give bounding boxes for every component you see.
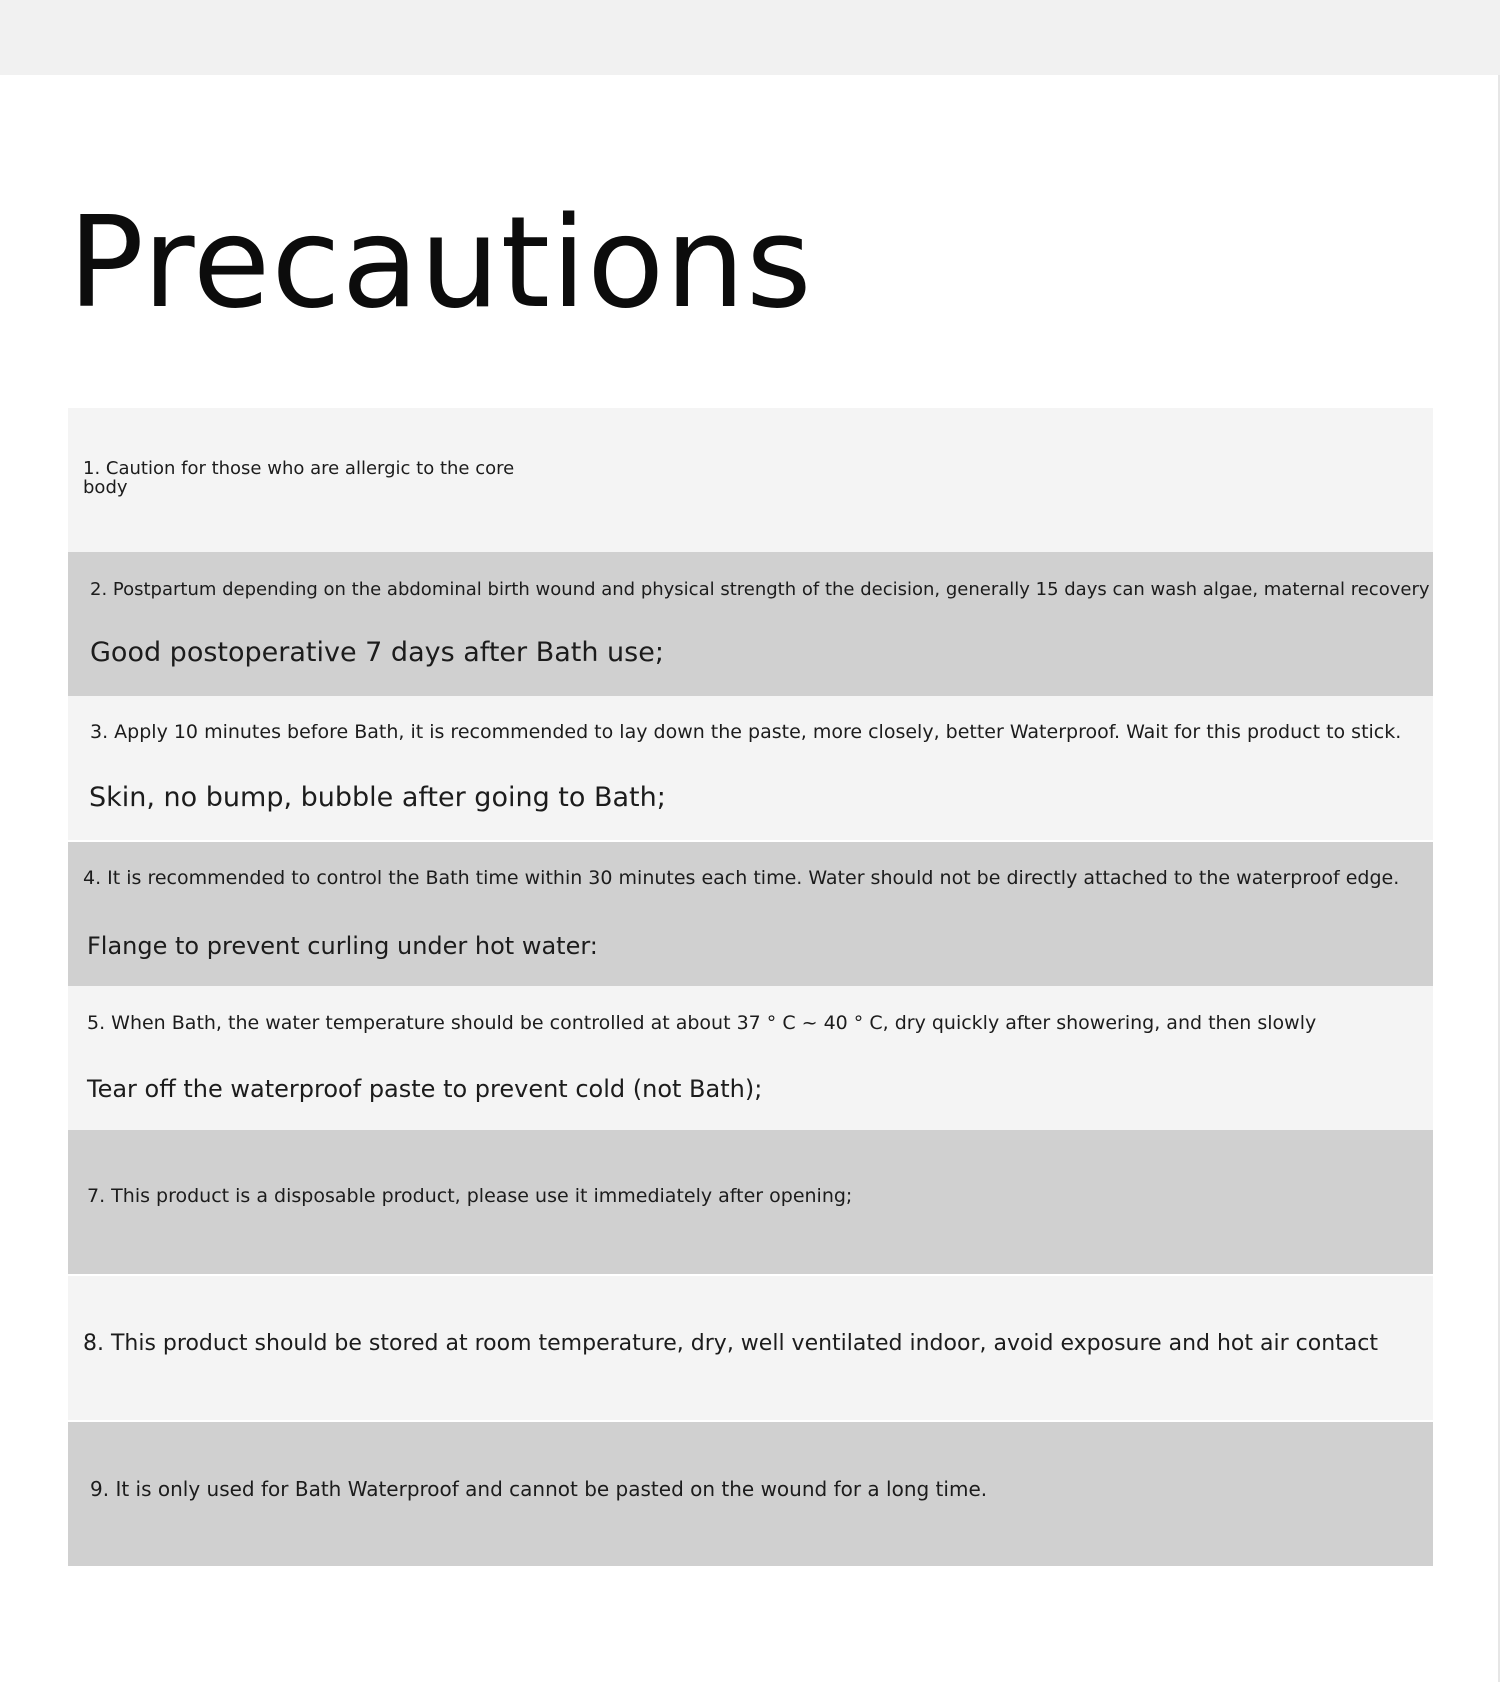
precaution-2-continued: Good postoperative 7 days after Bath use; [90, 637, 664, 668]
precaution-item-7 [68, 1130, 1433, 1274]
precaution-item-9 [68, 1422, 1433, 1566]
precaution-5-continued: Tear off the waterproof paste to prevent cold (not Bath); [87, 1075, 763, 1103]
precaution-item-2 [68, 552, 1433, 696]
precaution-item-4 [68, 842, 1433, 986]
precaution-9-text: 9. It is only used for Bath Waterproof and cannot be pasted on the wound for a long time. [90, 1477, 988, 1501]
top-band [0, 0, 1500, 75]
precaution-item-3 [68, 696, 1433, 840]
precaution-7-text: 7. This product is a disposable product, please use it immediately after opening; [87, 1185, 853, 1207]
precaution-item-8 [68, 1276, 1433, 1420]
precaution-2-text: 2. Postpartum depending on the abdominal birth wound and physical strength of the decision, generally 15 days can wash algae, maternal recovery [90, 579, 1430, 600]
precaution-3-text: 3. Apply 10 minutes before Bath, it is recommended to lay down the paste, more closely, better Waterproof. Wait for this product to stick. [90, 721, 1402, 743]
precaution-4-text: 4. It is recommended to control the Bath time within 30 minutes each time. Water should not be directly attached to the waterproof edge. [83, 867, 1400, 889]
precaution-4-continued: Flange to prevent curling under hot water: [87, 932, 598, 960]
precaution-item-1 [68, 408, 1433, 552]
page-title: Precautions [68, 189, 813, 336]
precaution-8-text: 8. This product should be stored at room temperature, dry, well ventilated indoor, avoid exposure and hot air contact [83, 1331, 1378, 1356]
precaution-3-continued: Skin, no bump, bubble after going to Bath; [89, 782, 666, 813]
precaution-1-text: 1. Caution for those who are allergic to the core [83, 458, 515, 479]
precaution-item-5 [68, 986, 1433, 1130]
precaution-1-continued: body [83, 477, 128, 498]
precautions-list [68, 408, 1433, 1566]
precaution-5-text: 5. When Bath, the water temperature should be controlled at about 37 ° C ~ 40 ° C, dry quickly after showering, and then slowly [87, 1012, 1317, 1034]
